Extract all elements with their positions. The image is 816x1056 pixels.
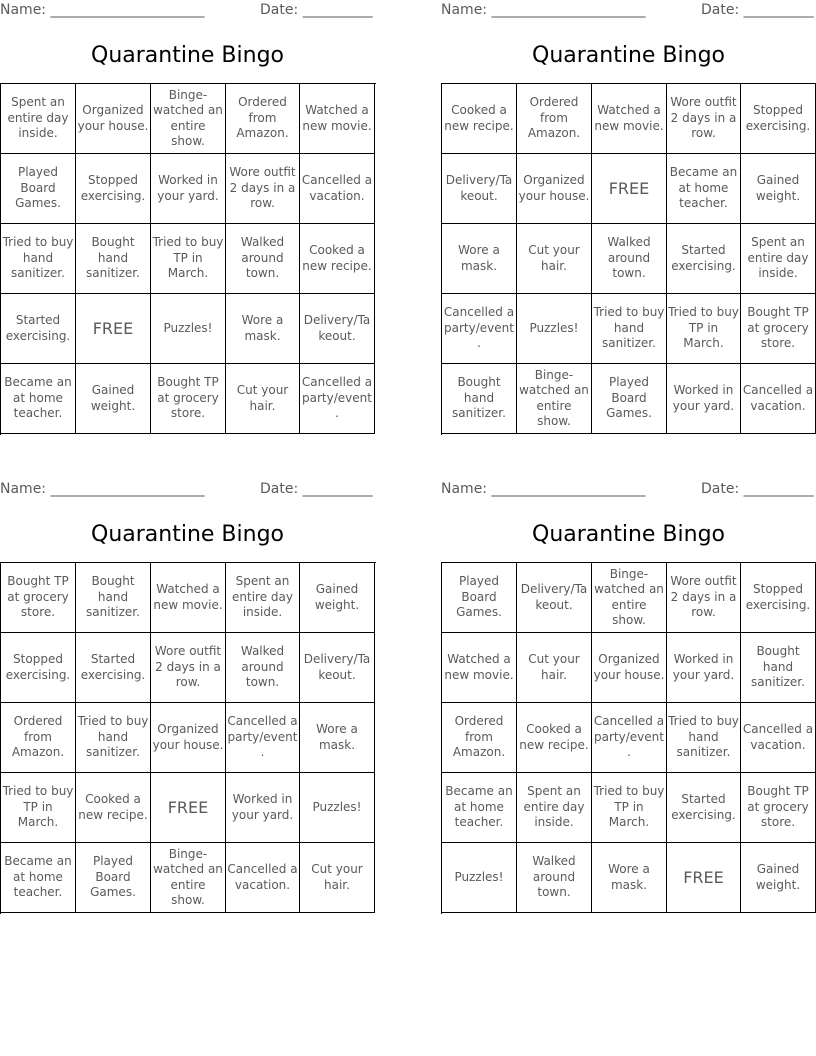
card-title: Quarantine Bingo: [91, 43, 284, 68]
bingo-cell[interactable]: Organized your house.: [592, 633, 667, 703]
bingo-cell[interactable]: Tried to buy TP in March.: [592, 773, 667, 843]
free-space[interactable]: FREE: [592, 154, 667, 224]
free-space[interactable]: FREE: [76, 294, 151, 364]
bingo-cell[interactable]: Tried to buy TP in March.: [667, 294, 741, 364]
bingo-cell[interactable]: Wore a mask.: [592, 843, 667, 913]
bingo-cell[interactable]: Binge-watched an entire show.: [151, 84, 226, 154]
bingo-cell[interactable]: Cancelled a vacation.: [226, 843, 300, 913]
bingo-cell[interactable]: Started exercising.: [667, 224, 741, 294]
bingo-cell[interactable]: Bought TP at grocery store.: [1, 563, 76, 633]
bingo-cell[interactable]: Worked in your yard.: [667, 364, 741, 434]
bingo-cell[interactable]: Spent an entire day inside.: [741, 224, 816, 294]
bingo-card-2: [441, 0, 816, 435]
bingo-grid: [0, 562, 376, 914]
bingo-cell[interactable]: Played Board Games.: [1, 154, 76, 224]
bingo-cell[interactable]: Worked in your yard.: [226, 773, 300, 843]
card-title: Quarantine Bingo: [532, 43, 725, 68]
bingo-cell[interactable]: Stopped exercising.: [1, 633, 76, 703]
bingo-cell[interactable]: Walked around town.: [226, 633, 300, 703]
bingo-cell[interactable]: Started exercising.: [667, 773, 741, 843]
bingo-cell[interactable]: Puzzles!: [151, 294, 226, 364]
free-space[interactable]: FREE: [667, 843, 741, 913]
bingo-cell[interactable]: Bought hand sanitizer.: [741, 633, 816, 703]
bingo-cell[interactable]: Watched a new movie.: [592, 84, 667, 154]
bingo-cell[interactable]: Cancelled a vacation.: [741, 364, 816, 434]
bingo-cell[interactable]: Cooked a new recipe.: [300, 224, 375, 294]
bingo-cell[interactable]: Became an at home teacher.: [667, 154, 741, 224]
bingo-cell[interactable]: Started exercising.: [1, 294, 76, 364]
bingo-cell[interactable]: Spent an entire day inside.: [517, 773, 592, 843]
bingo-cell[interactable]: Cancelled a party/event.: [226, 703, 300, 773]
bingo-cell[interactable]: Stopped exercising.: [741, 563, 816, 633]
bingo-cell[interactable]: Gained weight.: [76, 364, 151, 434]
bingo-grid: [441, 83, 816, 435]
bingo-cell[interactable]: Bought hand sanitizer.: [76, 563, 151, 633]
name-field[interactable]: Name: ______________________: [0, 2, 205, 18]
bingo-cell[interactable]: Played Board Games.: [442, 563, 517, 633]
bingo-cell[interactable]: Ordered from Amazon.: [517, 84, 592, 154]
bingo-cell[interactable]: Tried to buy hand sanitizer.: [592, 294, 667, 364]
bingo-cell[interactable]: Became an at home teacher.: [1, 843, 76, 913]
bingo-cell[interactable]: Cancelled a party/event.: [300, 364, 375, 434]
bingo-cell[interactable]: Played Board Games.: [76, 843, 151, 913]
bingo-cell[interactable]: Became an at home teacher.: [442, 773, 517, 843]
bingo-cell[interactable]: Puzzles!: [300, 773, 375, 843]
bingo-cell[interactable]: Stopped exercising.: [76, 154, 151, 224]
bingo-cell[interactable]: Cancelled a party/event.: [442, 294, 517, 364]
bingo-cell[interactable]: Tried to buy TP in March.: [151, 224, 226, 294]
bingo-cell[interactable]: Cancelled a party/event.: [592, 703, 667, 773]
bingo-cell[interactable]: Delivery/Takeout.: [300, 294, 375, 364]
bingo-cell[interactable]: Puzzles!: [442, 843, 517, 913]
bingo-cell[interactable]: Wore outfit 2 days in a row.: [226, 154, 300, 224]
bingo-cell[interactable]: Bought TP at grocery store.: [741, 773, 816, 843]
bingo-cell[interactable]: Gained weight.: [741, 154, 816, 224]
bingo-cell[interactable]: Organized your house.: [151, 703, 226, 773]
bingo-cell[interactable]: Walked around town.: [226, 224, 300, 294]
bingo-cell[interactable]: Puzzles!: [517, 294, 592, 364]
name-field[interactable]: Name: ______________________: [0, 481, 205, 497]
bingo-card-4: [441, 479, 816, 914]
bingo-cell[interactable]: Walked around town.: [517, 843, 592, 913]
bingo-cell[interactable]: Binge-watched an entire show.: [592, 563, 667, 633]
bingo-cell[interactable]: Tried to buy hand sanitizer.: [76, 703, 151, 773]
bingo-card-3: [0, 479, 375, 914]
bingo-cell[interactable]: Cut your hair.: [226, 364, 300, 434]
bingo-cell[interactable]: Wore a mask.: [300, 703, 375, 773]
bingo-cell[interactable]: Tried to buy TP in March.: [1, 773, 76, 843]
bingo-cell[interactable]: Binge-watched an entire show.: [517, 364, 592, 434]
bingo-cell[interactable]: Cooked a new recipe.: [76, 773, 151, 843]
date-field[interactable]: Date: __________: [701, 2, 814, 18]
bingo-cell[interactable]: Worked in your yard.: [151, 154, 226, 224]
bingo-cell[interactable]: Delivery/Takeout.: [442, 154, 517, 224]
bingo-cell[interactable]: Cut your hair.: [300, 843, 375, 913]
date-field[interactable]: Date: __________: [260, 2, 373, 18]
bingo-cell[interactable]: Tried to buy hand sanitizer.: [667, 703, 741, 773]
bingo-cell[interactable]: Walked around town.: [592, 224, 667, 294]
bingo-cell[interactable]: Cooked a new recipe.: [517, 703, 592, 773]
bingo-cell[interactable]: Ordered from Amazon.: [442, 703, 517, 773]
bingo-cell[interactable]: Delivery/Takeout.: [517, 563, 592, 633]
bingo-cell[interactable]: Watched a new movie.: [300, 84, 375, 154]
bingo-cell[interactable]: Delivery/Takeout.: [300, 633, 375, 703]
bingo-cell[interactable]: Wore outfit 2 days in a row.: [151, 633, 226, 703]
bingo-cell[interactable]: Ordered from Amazon.: [226, 84, 300, 154]
bingo-cell[interactable]: Cancelled a vacation.: [741, 703, 816, 773]
bingo-cell[interactable]: Wore a mask.: [442, 224, 517, 294]
name-field[interactable]: Name: ______________________: [441, 2, 646, 18]
bingo-cell[interactable]: Gained weight.: [300, 563, 375, 633]
date-field[interactable]: Date: __________: [260, 481, 373, 497]
card-title: Quarantine Bingo: [532, 522, 725, 547]
bingo-cell[interactable]: Wore outfit 2 days in a row.: [667, 563, 741, 633]
bingo-cell[interactable]: Started exercising.: [76, 633, 151, 703]
date-field[interactable]: Date: __________: [701, 481, 814, 497]
bingo-cell[interactable]: Cut your hair.: [517, 224, 592, 294]
bingo-cell[interactable]: Cancelled a vacation.: [300, 154, 375, 224]
bingo-card-1: [0, 0, 375, 435]
bingo-cell[interactable]: Spent an entire day inside.: [226, 563, 300, 633]
bingo-grid: [441, 562, 816, 914]
free-space[interactable]: FREE: [151, 773, 226, 843]
bingo-cell[interactable]: Bought hand sanitizer.: [76, 224, 151, 294]
bingo-cell[interactable]: Worked in your yard.: [667, 633, 741, 703]
bingo-cell[interactable]: Bought hand sanitizer.: [442, 364, 517, 434]
bingo-cell[interactable]: Organized your house.: [76, 84, 151, 154]
bingo-cell[interactable]: Became an at home teacher.: [1, 364, 76, 434]
bingo-cell[interactable]: Played Board Games.: [592, 364, 667, 434]
bingo-cell[interactable]: Ordered from Amazon.: [1, 703, 76, 773]
bingo-cell[interactable]: Organized your house.: [517, 154, 592, 224]
bingo-cell[interactable]: Bought TP at grocery store.: [151, 364, 226, 434]
bingo-cell[interactable]: Gained weight.: [741, 843, 816, 913]
bingo-cell[interactable]: Watched a new movie.: [442, 633, 517, 703]
bingo-cell[interactable]: Binge-watched an entire show.: [151, 843, 226, 913]
bingo-cell[interactable]: Wore outfit 2 days in a row.: [667, 84, 741, 154]
bingo-cell[interactable]: Wore a mask.: [226, 294, 300, 364]
bingo-cell[interactable]: Bought TP at grocery store.: [741, 294, 816, 364]
bingo-grid: [0, 83, 376, 435]
bingo-cell[interactable]: Tried to buy hand sanitizer.: [1, 224, 76, 294]
bingo-cell[interactable]: Spent an entire day inside.: [1, 84, 76, 154]
card-title: Quarantine Bingo: [91, 522, 284, 547]
bingo-cell[interactable]: Cut your hair.: [517, 633, 592, 703]
bingo-cell[interactable]: Watched a new movie.: [151, 563, 226, 633]
name-field[interactable]: Name: ______________________: [441, 481, 646, 497]
bingo-cell[interactable]: Stopped exercising.: [741, 84, 816, 154]
bingo-cell[interactable]: Cooked a new recipe.: [442, 84, 517, 154]
